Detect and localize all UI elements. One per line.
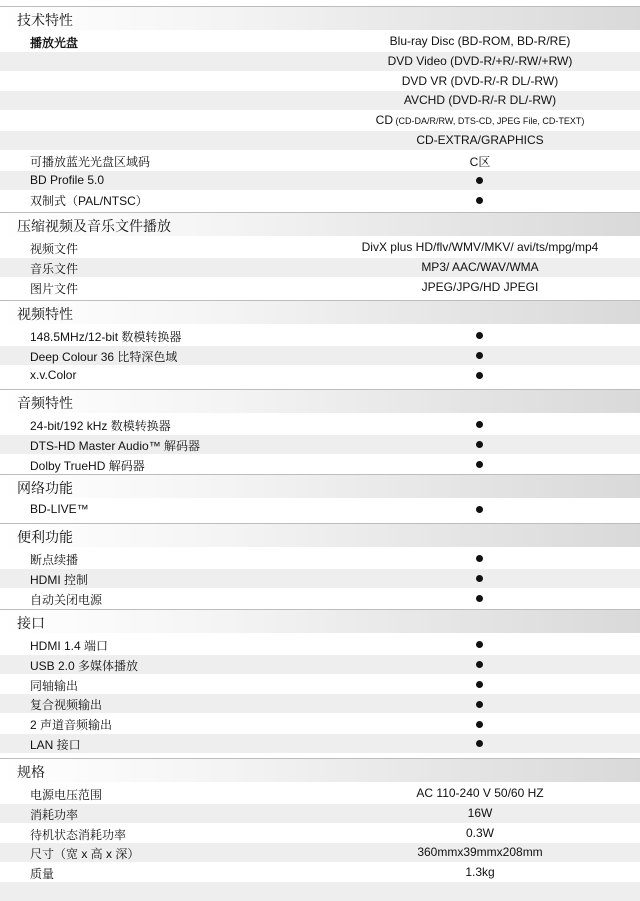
supported-dot-icon [476,721,483,728]
supported-dot-icon [476,421,483,428]
supported-dot-icon [476,197,483,204]
spec-label: 自动关闭电源 [30,592,103,607]
spec-label: 双制式（PAL/NTSC） [30,194,148,209]
spec-row [0,824,640,843]
spec-row [0,734,640,753]
spec-row [0,549,640,568]
spec-row [0,326,640,345]
spec-row [0,278,640,297]
spec-value [320,591,640,605]
supported-dot-icon [476,506,483,513]
spec-label: BD Profile 5.0 [30,172,105,187]
supported-dot-icon [476,701,483,708]
spec-row [0,804,640,823]
spec-value: C区 [469,154,491,169]
spec-label: Dolby TrueHD 解码器 [30,458,145,473]
spec-label: 电源电压范围 [30,788,103,802]
spec-row [0,72,640,91]
spec-row [0,694,640,713]
spec-label: 148.5MHz/12-bit 数模转换器 [30,330,182,344]
section-header [0,389,640,413]
spec-value: AC 110-240 V 50/60 HZ [416,786,544,800]
spec-label: 播放光盘 [30,36,79,50]
section-header [0,758,640,782]
spec-label: 图片文件 [30,281,79,296]
spec-label: 24-bit/192 kHz 数模转换器 [30,419,171,433]
section-header [0,6,640,30]
supported-dot-icon [476,461,483,468]
spec-label: 质量 [30,867,55,882]
spec-row [0,784,640,803]
spec-row [0,455,640,474]
spec-row [0,131,640,150]
spec-row [0,258,640,277]
spec-row [0,32,640,51]
section-title: 视频特性 [17,306,73,322]
spec-label: USB 2.0 多媒体播放 [30,658,139,673]
spec-label: HDMI 1.4 端口 [30,639,109,653]
section-title: 便利功能 [17,529,73,545]
section-header [0,212,640,236]
section-title: 规格 [17,764,45,780]
spec-value-detail: (CD-DA/R/RW, DTS-CD, JPEG File, CD-TEXT) [393,116,585,127]
spec-label: 音乐文件 [30,261,79,276]
spec-value [320,716,640,730]
supported-dot-icon [476,575,483,582]
spec-value: DVD VR (DVD-R/-R DL/-RW) [401,73,559,88]
spec-value [320,368,640,382]
spec-row [0,52,640,71]
spec-value [320,173,640,187]
spec-value [320,457,640,471]
spec-label: Deep Colour 36 比特深色域 [30,349,178,364]
spec-value [320,417,640,431]
spec-value [320,696,640,710]
spec-row [0,863,640,882]
spec-row [0,190,640,209]
spec-label: BD-LIVE™ [30,502,89,516]
section-header [0,609,640,633]
spec-value [320,348,640,362]
spec-value: 0.3W [465,825,494,840]
spec-row [0,843,640,862]
section-header [0,300,640,324]
spec-value: DVD Video (DVD-R/+R/-RW/+RW) [387,53,573,68]
supported-dot-icon [476,661,483,668]
spec-label: x.v.Color [30,367,77,382]
spec-row [0,366,640,385]
spec-row [0,675,640,694]
supported-dot-icon [476,595,483,602]
spec-value [320,437,640,451]
spec-value [320,551,640,565]
spec-label: 断点续播 [30,553,79,567]
spec-value: 1.3kg [465,865,495,880]
supported-dot-icon [476,441,483,448]
spec-row [0,111,640,130]
spec-label: 同轴输出 [30,678,79,693]
supported-dot-icon [476,641,483,648]
section-header [0,474,640,498]
spec-value [320,637,640,651]
supported-dot-icon [476,332,483,339]
spec-value [320,657,640,671]
section-title: 技术特性 [17,12,73,28]
spec-label: 待机状态消耗功率 [30,827,127,842]
spec-value [320,328,640,342]
spec-value [320,736,640,750]
spec-row [0,500,640,519]
spec-value: 360mmx39mmx208mm [417,845,543,860]
spec-value [320,677,640,691]
spec-value: MP3/ AAC/WAV/WMA [421,259,539,274]
spec-row [0,655,640,674]
spec-row [0,714,640,733]
spec-value: CD (CD-DA/R/RW, DTS-CD, JPEG File, CD-TEXT) [375,113,585,128]
supported-dot-icon [476,352,483,359]
spec-label: 可播放蓝光光盘区域码 [30,154,151,169]
spec-value: AVCHD (DVD-R/-R DL/-RW) [403,93,557,108]
spec-label: 复合视频输出 [30,698,103,713]
spec-value: 16W [467,805,493,820]
spec-label: 视频文件 [30,242,79,256]
spec-row [0,435,640,454]
spec-value: CD-EXTRA/GRAPHICS [416,133,544,147]
spec-value [320,571,640,585]
spec-row [0,151,640,170]
spec-label: 尺寸（宽 x 高 x 深） [30,847,140,862]
section-title: 接口 [17,615,45,631]
supported-dot-icon [476,555,483,562]
spec-value: JPEG/JPG/HD JPEGI [421,279,539,294]
spec-row [0,569,640,588]
spec-row [0,589,640,608]
spec-value [320,502,640,516]
spec-label: LAN 接口 [30,738,81,752]
spec-label: 消耗功率 [30,807,79,822]
supported-dot-icon [476,372,483,379]
supported-dot-icon [476,681,483,688]
spec-label: 2 声道音频输出 [30,718,113,733]
section-header [0,523,640,547]
section-title: 压缩视频及音乐文件播放 [17,218,171,234]
spec-value: DivX plus HD/flv/WMV/MKV/ avi/ts/mpg/mp4 [361,240,599,254]
spec-row [0,171,640,190]
spec-row [0,238,640,257]
spec-row [0,415,640,434]
section-title: 音频特性 [17,395,73,411]
spec-row [0,346,640,365]
bottom-bar [0,882,640,901]
section-title: 网络功能 [17,480,73,496]
spec-value [320,192,640,206]
spec-row [0,91,640,110]
spec-row [0,635,640,654]
spec-label: HDMI 控制 [30,572,88,587]
supported-dot-icon [476,740,483,747]
spec-label: DTS-HD Master Audio™ 解码器 [30,438,201,453]
spec-value: Blu-ray Disc (BD-ROM, BD-R/RE) [389,34,571,48]
supported-dot-icon [476,177,483,184]
